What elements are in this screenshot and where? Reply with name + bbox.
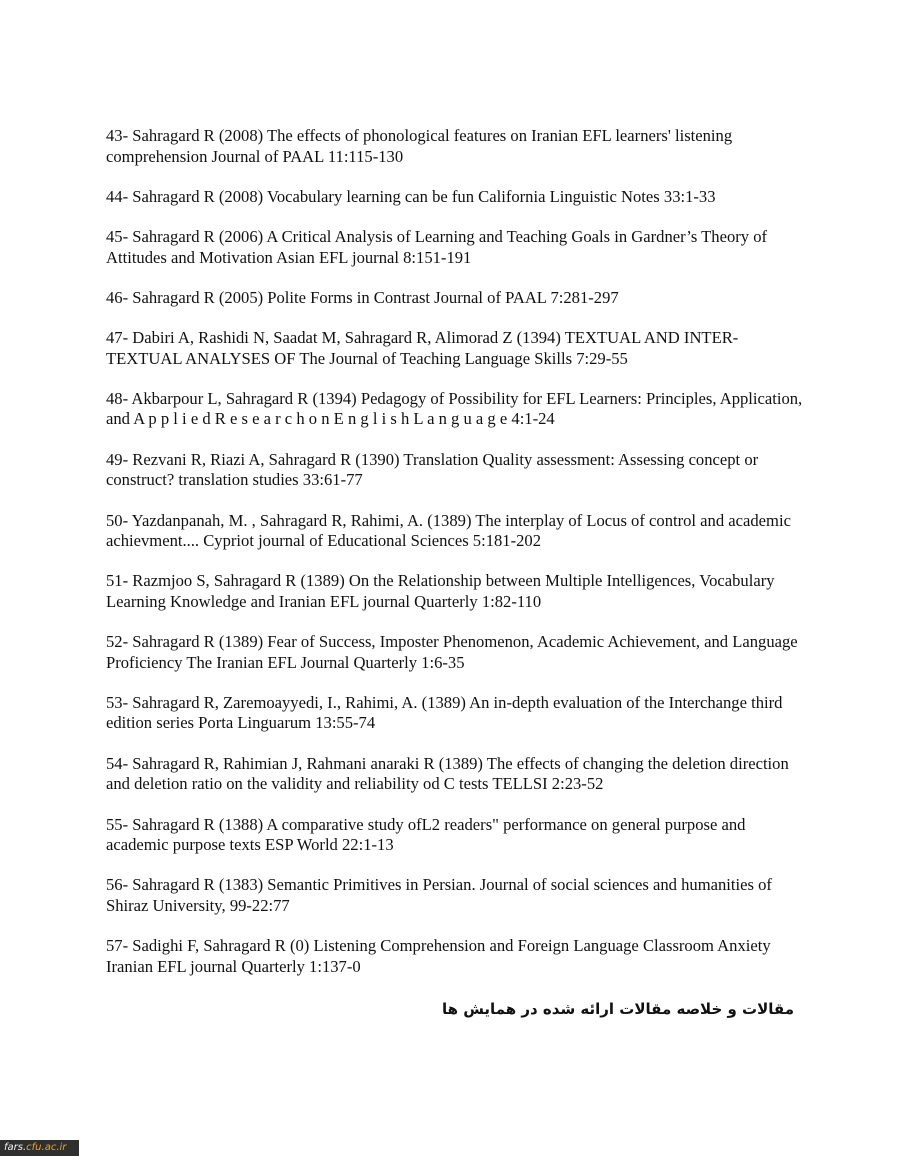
- site-footer-link[interactable]: [0, 1140, 79, 1156]
- site-prefix: fars.: [4, 1142, 27, 1153]
- reference-item: 52- Sahragard R (1389) Fear of Success, Imposter Phenomenon, Academic Achievement, and Language Proficiency The Iranian EFL Journal Quarterly 1:6-35: [106, 632, 798, 672]
- reference-item: 47- Dabiri A, Rashidi N, Saadat M, Sahragard R, Alimorad Z (1394) TEXTUAL AND INTER-TEXTUAL ANALYSES OF The Journal of Teaching Language Skills 7:29-55: [106, 328, 739, 368]
- section-heading: مقالات و خلاصه مقالات ارائه شده در همایش ها: [441, 1000, 794, 1018]
- reference-item: 43- Sahragard R (2008) The effects of phonological features on Iranian EFL learners' listening comprehension Journal of PAAL 11:115-130: [106, 126, 733, 166]
- reference-item: 46- Sahragard R (2005) Polite Forms in Contrast Journal of PAAL 7:281-297: [106, 287, 619, 307]
- reference-item: 44- Sahragard R (2008) Vocabulary learning can be fun California Linguistic Notes 33:1-33: [106, 186, 716, 206]
- reference-item: 50- Yazdanpanah, M. , Sahragard R, Rahimi, A. (1389) The interplay of Locus of control and academic achievment.... Cypriot journal of Educational Sciences 5:181-202: [106, 510, 791, 551]
- reference-item: 55- Sahragard R (1388) A comparative study ofL2 readers" performance on general purpose and academic purpose texts ESP World 22:1-13: [106, 814, 746, 855]
- reference-item: 45- Sahragard R (2006) A Critical Analysis of Learning and Teaching Goals in Gardner’s Theory of Attitudes and Motivation Asian EFL journal 8:151-191: [106, 227, 768, 267]
- reference-item: 53- Sahragard R, Zaremoayyedi, I., Rahimi, A. (1389) An in-depth evaluation of the Interchange third edition series Porta Linguarum 13:55-74: [106, 692, 783, 733]
- reference-item: 49- Rezvani R, Riazi A, Sahragard R (1390) Translation Quality assessment: Assessing concept or construct? translation studies 33:61-77: [106, 449, 759, 490]
- site-suffix: cfu.ac.ir: [26, 1142, 67, 1153]
- reference-item: 54- Sahragard R, Rahimian J, Rahmani anaraki R (1389) The effects of changing the deletion direction and deletion ratio on the validity and reliability od C tests TELLSI 2:23-52: [106, 753, 789, 794]
- reference-item: 57- Sadighi F, Sahragard R (0) Listening Comprehension and Foreign Language Classroom Anxiety Iranian EFL journal Quarterly 1:137-0: [106, 936, 771, 976]
- reference-list: [106, 126, 806, 997]
- reference-item: 48- Akbarpour L, Sahragard R (1394) Pedagogy of Possibility for EFL Learners: Principles, Application, and A p p l i e d R e s e a r c h o n E n g l i s h L a n g u a g e 4:1-24: [106, 388, 803, 429]
- reference-item: 51- Razmjoo S, Sahragard R (1389) On the Relationship between Multiple Intelligences, Vocabulary Learning Knowledge and Iranian EFL journal Quarterly 1:82-110: [106, 571, 775, 611]
- reference-item: 56- Sahragard R (1383) Semantic Primitives in Persian. Journal of social sciences and humanities of Shiraz University, 99-22:77: [106, 875, 772, 915]
